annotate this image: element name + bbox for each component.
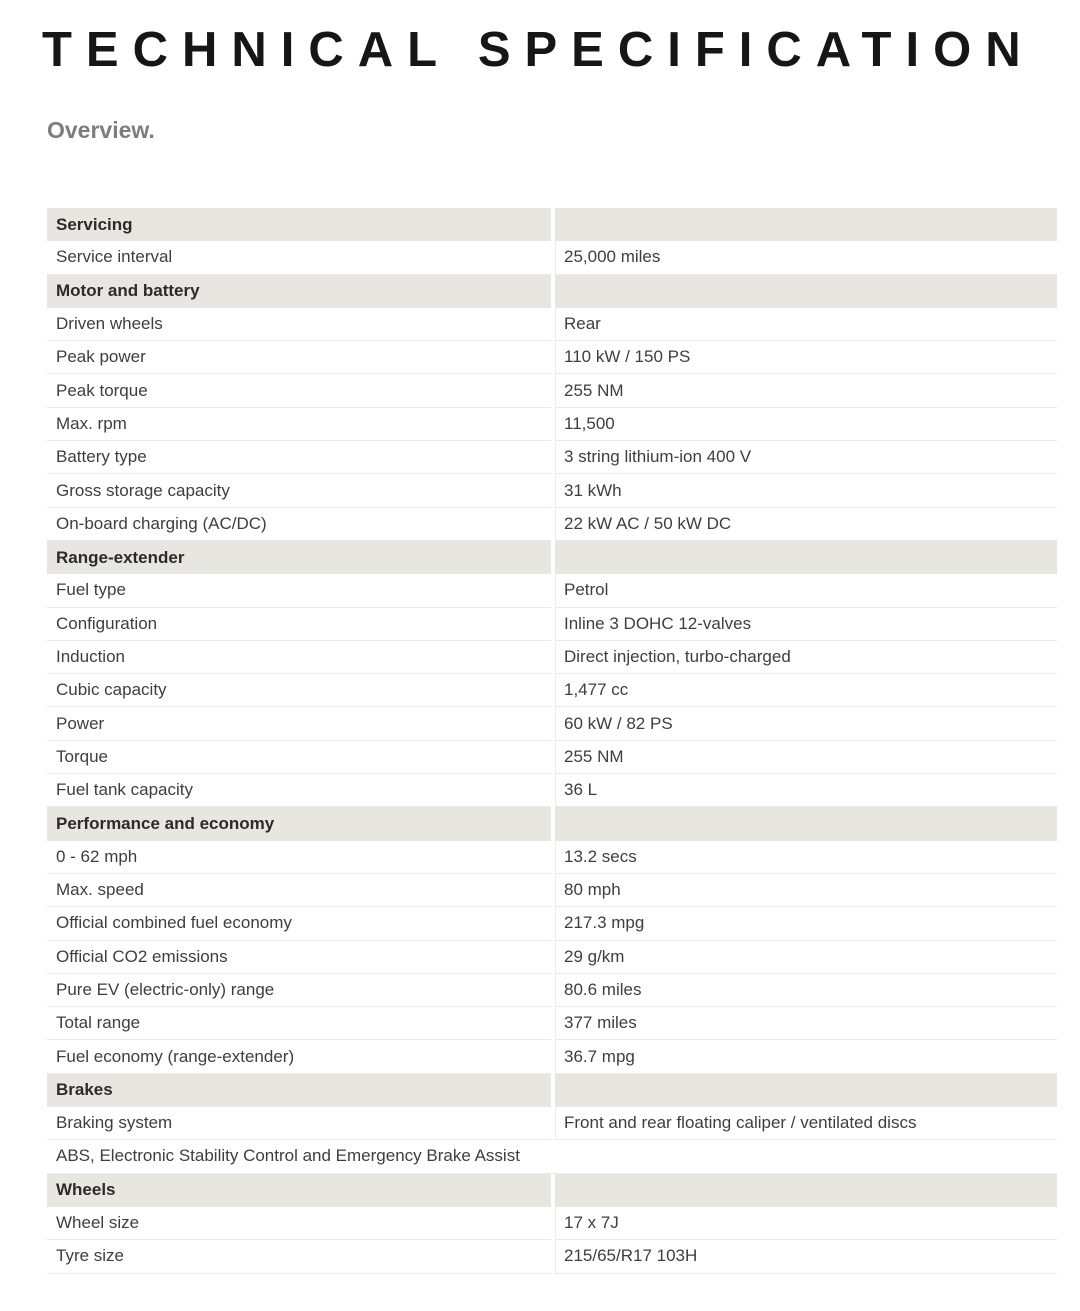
spec-value: 255 NM bbox=[555, 741, 1057, 774]
spec-value: 31 kWh bbox=[555, 474, 1057, 507]
spec-row bbox=[47, 841, 1057, 874]
spec-value: Rear bbox=[555, 308, 1057, 341]
spec-label: Max. rpm bbox=[47, 408, 551, 441]
spec-value: 25,000 miles bbox=[555, 241, 1057, 274]
spec-value: 13.2 secs bbox=[555, 841, 1057, 874]
spec-row bbox=[47, 1007, 1057, 1040]
spec-row bbox=[47, 408, 1057, 441]
section-header-spacer bbox=[555, 208, 1057, 241]
spec-label: Torque bbox=[47, 741, 551, 774]
spec-label: Official CO2 emissions bbox=[47, 941, 551, 974]
spec-value: 3 string lithium-ion 400 V bbox=[555, 441, 1057, 474]
spec-label: Driven wheels bbox=[47, 308, 551, 341]
spec-label: Max. speed bbox=[47, 874, 551, 907]
spec-label: Service interval bbox=[47, 241, 551, 274]
page-subtitle: Overview. bbox=[47, 117, 155, 143]
spec-row bbox=[47, 508, 1057, 541]
spec-value: 255 NM bbox=[555, 374, 1057, 407]
spec-value: 22 kW AC / 50 kW DC bbox=[555, 508, 1057, 541]
spec-note: ABS, Electronic Stability Control and Emergency Brake Assist bbox=[47, 1140, 1057, 1173]
spec-row bbox=[47, 574, 1057, 607]
section-header bbox=[47, 208, 1057, 241]
section-header-label: Wheels bbox=[47, 1174, 551, 1207]
spec-label: Power bbox=[47, 707, 551, 740]
spec-value: 217.3 mpg bbox=[555, 907, 1057, 940]
section-header bbox=[47, 807, 1057, 840]
spec-row bbox=[47, 608, 1057, 641]
spec-value: 110 kW / 150 PS bbox=[555, 341, 1057, 374]
spec-row bbox=[47, 374, 1057, 407]
spec-value: 11,500 bbox=[555, 408, 1057, 441]
spec-value: 80.6 miles bbox=[555, 974, 1057, 1007]
section-header-label: Performance and economy bbox=[47, 807, 551, 840]
spec-label: Cubic capacity bbox=[47, 674, 551, 707]
spec-label: Battery type bbox=[47, 441, 551, 474]
spec-value: Front and rear floating caliper / ventilated discs bbox=[555, 1107, 1057, 1140]
spec-label: Peak power bbox=[47, 341, 551, 374]
spec-row bbox=[47, 741, 1057, 774]
spec-table bbox=[47, 208, 1057, 1274]
spec-label: Tyre size bbox=[47, 1240, 551, 1273]
spec-row bbox=[47, 941, 1057, 974]
section-header bbox=[47, 541, 1057, 574]
spec-value: 36 L bbox=[555, 774, 1057, 807]
section-header bbox=[47, 275, 1057, 308]
spec-row bbox=[47, 774, 1057, 807]
spec-label: Configuration bbox=[47, 608, 551, 641]
spec-value: 1,477 cc bbox=[555, 674, 1057, 707]
section-header-spacer bbox=[555, 1174, 1057, 1207]
spec-row bbox=[47, 308, 1057, 341]
spec-value: 29 g/km bbox=[555, 941, 1057, 974]
spec-value: Direct injection, turbo-charged bbox=[555, 641, 1057, 674]
spec-label: On-board charging (AC/DC) bbox=[47, 508, 551, 541]
spec-label: Total range bbox=[47, 1007, 551, 1040]
spec-row bbox=[47, 874, 1057, 907]
section-header-spacer bbox=[555, 1074, 1057, 1107]
spec-label: Gross storage capacity bbox=[47, 474, 551, 507]
spec-label: Induction bbox=[47, 641, 551, 674]
spec-row bbox=[47, 641, 1057, 674]
spec-label: Fuel type bbox=[47, 574, 551, 607]
spec-value: Petrol bbox=[555, 574, 1057, 607]
spec-label: Peak torque bbox=[47, 374, 551, 407]
spec-value: 36.7 mpg bbox=[555, 1040, 1057, 1073]
spec-row bbox=[47, 341, 1057, 374]
page-title: TECHNICAL SPECIFICATION bbox=[42, 23, 1035, 77]
spec-label: Wheel size bbox=[47, 1207, 551, 1240]
spec-note-row bbox=[47, 1140, 1057, 1173]
spec-label: Braking system bbox=[47, 1107, 551, 1140]
spec-label: Fuel tank capacity bbox=[47, 774, 551, 807]
spec-row bbox=[47, 1240, 1057, 1273]
section-header-label: Servicing bbox=[47, 208, 551, 241]
spec-value: 215/65/R17 103H bbox=[555, 1240, 1057, 1273]
spec-value: 17 x 7J bbox=[555, 1207, 1057, 1240]
spec-row bbox=[47, 674, 1057, 707]
spec-value: 80 mph bbox=[555, 874, 1057, 907]
spec-row bbox=[47, 474, 1057, 507]
section-header-label: Range-extender bbox=[47, 541, 551, 574]
spec-value: Inline 3 DOHC 12-valves bbox=[555, 608, 1057, 641]
section-header bbox=[47, 1174, 1057, 1207]
section-header-spacer bbox=[555, 275, 1057, 308]
spec-row bbox=[47, 441, 1057, 474]
spec-row bbox=[47, 907, 1057, 940]
spec-label: Official combined fuel economy bbox=[47, 907, 551, 940]
spec-row bbox=[47, 707, 1057, 740]
spec-row bbox=[47, 1040, 1057, 1073]
spec-label: Fuel economy (range-extender) bbox=[47, 1040, 551, 1073]
section-header bbox=[47, 1074, 1057, 1107]
section-header-label: Brakes bbox=[47, 1074, 551, 1107]
spec-label: Pure EV (electric-only) range bbox=[47, 974, 551, 1007]
spec-value: 60 kW / 82 PS bbox=[555, 707, 1057, 740]
section-header-spacer bbox=[555, 541, 1057, 574]
spec-row bbox=[47, 974, 1057, 1007]
section-header-spacer bbox=[555, 807, 1057, 840]
spec-label: 0 - 62 mph bbox=[47, 841, 551, 874]
page bbox=[0, 23, 1080, 1311]
section-header-label: Motor and battery bbox=[47, 275, 551, 308]
spec-row bbox=[47, 241, 1057, 274]
spec-row bbox=[47, 1107, 1057, 1140]
spec-row bbox=[47, 1207, 1057, 1240]
spec-value: 377 miles bbox=[555, 1007, 1057, 1040]
